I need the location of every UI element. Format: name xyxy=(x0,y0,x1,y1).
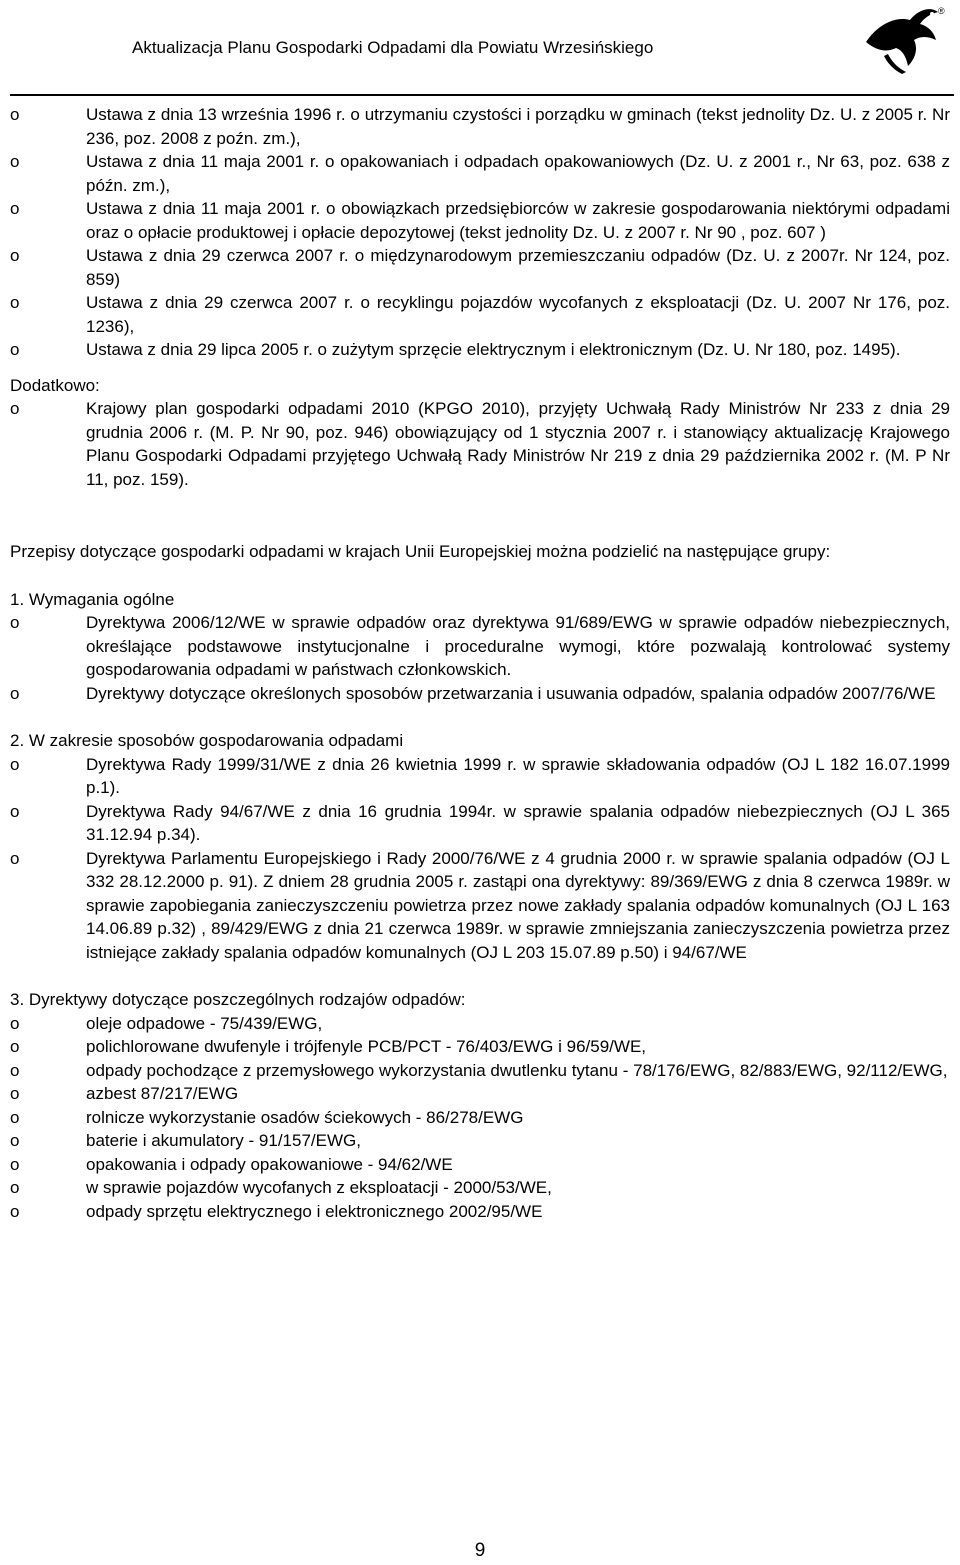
page-number: 9 xyxy=(474,1540,486,1561)
list-item-text: Ustawa z dnia 29 czerwca 2007 r. o recyklingu pojazdów wycofanych z eksploatacji (Dz. U. 2007 Nr 176, poz. 1236), xyxy=(86,293,950,336)
bullet: o xyxy=(10,1060,20,1080)
group-list xyxy=(10,611,950,705)
list-item xyxy=(10,611,950,682)
bullet: o xyxy=(10,293,20,312)
list-item xyxy=(10,1035,950,1059)
list-item-text: Dyrektywa Rady 94/67/WE z dnia 16 grudnia 1994r. w sprawie spalania odpadów niebezpiecznych (OJ L 365 31.12.94 p.34). xyxy=(86,801,950,844)
bullet: o xyxy=(10,848,20,868)
list-item-text: Ustawa z dnia 29 czerwca 2007 r. o międzynarodowym przemieszczaniu odpadów (Dz. U. z 2007r. Nr 124, poz. 859) xyxy=(86,246,950,289)
list-item xyxy=(10,1153,950,1177)
list-item xyxy=(10,397,950,491)
bullet: o xyxy=(10,199,20,218)
list-item-text: baterie i akumulatory - 91/157/EWG, xyxy=(86,1131,361,1150)
eu-intro-paragraph: Przepisy dotyczące gospodarki odpadami w krajach Unii Europejskiej można podzielić na następujące grupy: xyxy=(10,542,831,561)
list-item-text: Ustawa z dnia 11 maja 2001 r. o opakowaniach i odpadach opakowaniowych (Dz. U. z 2001 r., Nr 63, poz. 638 z późn. zm.), xyxy=(86,152,950,195)
bullet: o xyxy=(10,246,20,265)
bullet: o xyxy=(10,105,20,124)
list-item-text: azbest 87/217/EWG xyxy=(86,1084,239,1103)
header-divider xyxy=(10,94,954,96)
list-item xyxy=(10,338,950,362)
list-item xyxy=(10,800,950,847)
list-item-text: polichlorowane dwufenyle i trójfenyle PCB/PCT - 76/403/EWG i 96/59/WE, xyxy=(86,1037,647,1056)
list-item xyxy=(10,1106,950,1130)
additional-list xyxy=(10,397,950,491)
list-item xyxy=(10,244,950,291)
list-item-text: odpady pochodzące z przemysłowego wykorzystania dwutlenku tytanu - 78/176/EWG, 82/883/EWG, 92/112/EWG, xyxy=(86,1060,948,1080)
list-item-text: Ustawa z dnia 13 września 1996 r. o utrzymaniu czystości i porządku w gminach (tekst jednolity Dz. U. z 2005 r. Nr 236, poz. 2008 z poźn. zm.), xyxy=(86,105,950,148)
bullet: o xyxy=(10,1154,20,1174)
list-item xyxy=(10,753,950,800)
list-item-text: w sprawie pojazdów wycofanych z eksploatacji - 2000/53/WE, xyxy=(86,1178,552,1197)
bullet: o xyxy=(10,340,20,359)
document-body xyxy=(10,103,950,1223)
bullet: o xyxy=(10,1178,20,1197)
additional-heading: Dodatkowo: xyxy=(10,375,100,395)
list-item xyxy=(10,1176,950,1200)
page-header xyxy=(0,0,960,96)
bullet: o xyxy=(10,1131,20,1150)
bullet: o xyxy=(10,1084,20,1103)
list-item-text: rolnicze wykorzystanie osadów ściekowych - 86/278/EWG xyxy=(86,1107,524,1127)
laws-list xyxy=(10,103,950,362)
group-list xyxy=(10,753,950,965)
bullet: o xyxy=(10,683,20,703)
list-item-text: Ustawa z dnia 11 maja 2001 r. o obowiązkach przedsiębiorców w zakresie gospodarowania niektórymi odpadami oraz o opłacie produktowej i opłacie depozytowej (tekst jednolity Dz. U. z 2007 r. Nr 90 , poz. 607 ) xyxy=(86,199,950,242)
list-item-text: Dyrektywa 2006/12/WE w sprawie odpadów oraz dyrektywa 91/689/EWG w sprawie odpadów niebezpiecznych, określające podstawowe instytucjonalne i proceduralne wymogi, które pozwalają kontrolować systemy gospodarowania odpadami w państwach członkowskich. xyxy=(86,613,950,679)
bullet: o xyxy=(10,399,20,418)
bird-logo-icon xyxy=(858,2,948,78)
bullet: o xyxy=(10,1013,20,1033)
list-item xyxy=(10,847,950,965)
group-title: 2. W zakresie sposobów gospodarowania odpadami xyxy=(10,731,404,750)
list-item xyxy=(10,150,950,197)
bullet: o xyxy=(10,613,20,632)
bullet: o xyxy=(10,1037,20,1056)
list-item-text: oleje odpadowe - 75/439/EWG, xyxy=(86,1013,323,1033)
bullet: o xyxy=(10,754,20,774)
list-item-text: Dyrektywa Parlamentu Europejskiego i Rady 2000/76/WE z 4 grudnia 2000 r. w sprawie spalania odpadów (OJ L 332 28.12.2000 p. 91). Z dniem 28 grudnia 2005 r. zastąpi ona dyrektywy: 89/369/EWG z dnia 8 czerwca 1989r. w sprawie zapobiegania zanieczyszczeniu powietrza przez nowe zakłady spalania odpadów komunalnych (OJ L 163 14.06.89 p.32) , 89/429/EWG z dnia 21 czerwca 1989r. w sprawie zmniejszania zanieczyszczenia powietrza przez istniejące zakłady spalania odpadów komunalnych (OJ L 203 15.07.89 p.50) i 94/67/WE xyxy=(86,848,950,962)
group-title: 1. Wymagania ogólne xyxy=(10,589,175,609)
registered-mark: ® xyxy=(938,6,945,16)
list-item xyxy=(10,682,950,706)
list-item-text: opakowania i odpady opakowaniowe - 94/62/WE xyxy=(86,1154,453,1174)
bullet: o xyxy=(10,1107,20,1127)
bullet: o xyxy=(10,1201,20,1221)
list-item-text: Dyrektywa Rady 1999/31/WE z dnia 26 kwietnia 1999 r. w sprawie składowania odpadów (OJ L 182 16.07.1999 p.1). xyxy=(86,754,950,797)
list-item xyxy=(10,1012,950,1036)
list-item xyxy=(10,1129,950,1153)
list-item xyxy=(10,103,950,150)
header-title: Aktualizacja Planu Gospodarki Odpadami dla Powiatu Wrzesińskiego xyxy=(132,38,654,57)
bullet: o xyxy=(10,801,20,821)
list-item xyxy=(10,1200,950,1224)
list-item-text: odpady sprzętu elektrycznego i elektronicznego 2002/95/WE xyxy=(86,1201,543,1221)
group-list xyxy=(10,1012,950,1224)
list-item-text: Dyrektywy dotyczące określonych sposobów przetwarzania i usuwania odpadów, spalania odpadów 2007/76/WE xyxy=(86,683,936,703)
list-item-text: Krajowy plan gospodarki odpadami 2010 (KPGO 2010), przyjęty Uchwałą Rady Ministrów Nr 233 z dnia 29 grudnia 2006 r. (M. P. Nr 90, poz. 946) obowiązujący od 1 stycznia 2007 r. i stanowiący aktualizację Krajowego Planu Gospodarki Odpadami przyjętego Uchwałą Rady Ministrów Nr 219 z dnia 29 października 2002 r. (M. P Nr 11, poz. 159). xyxy=(86,399,950,489)
bullet: o xyxy=(10,152,20,171)
list-item xyxy=(10,197,950,244)
list-item xyxy=(10,1082,950,1106)
list-item xyxy=(10,1059,950,1083)
list-item-text: Ustawa z dnia 29 lipca 2005 r. o zużytym sprzęcie elektrycznym i elektronicznym (Dz. U. Nr 180, poz. 1495). xyxy=(86,340,901,359)
list-item xyxy=(10,291,950,338)
group-title: 3. Dyrektywy dotyczące poszczególnych rodzajów odpadów: xyxy=(10,990,466,1009)
